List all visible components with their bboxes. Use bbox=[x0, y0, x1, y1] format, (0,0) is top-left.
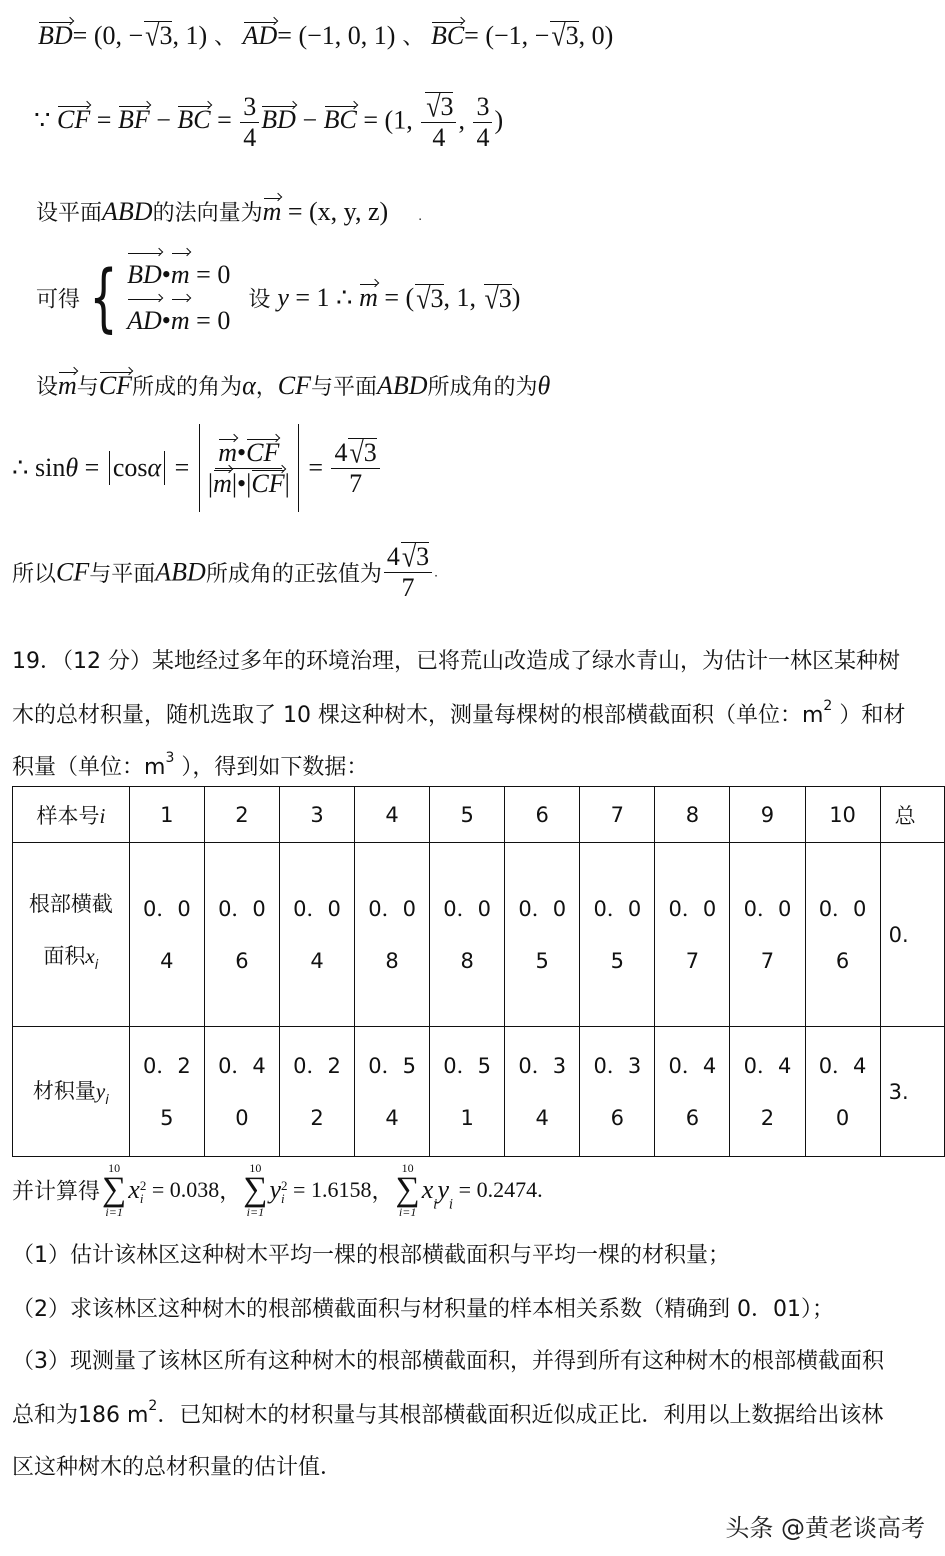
value: = 1.6158 bbox=[287, 1177, 372, 1202]
table-cell bbox=[430, 1027, 505, 1157]
table-cell bbox=[580, 1027, 655, 1157]
cf-vector-line bbox=[34, 89, 504, 153]
value: = ( bbox=[377, 283, 415, 312]
vector-bc: BC bbox=[177, 105, 211, 135]
header-sum-cell: 总 bbox=[880, 787, 944, 843]
value: 0．0 bbox=[743, 896, 792, 921]
radicand: 3 bbox=[565, 21, 579, 50]
table-cell bbox=[279, 843, 354, 1027]
value: 0．2 bbox=[293, 1053, 341, 1078]
radicand: 3 bbox=[159, 21, 173, 50]
text: 所成角的正弦值为 bbox=[205, 561, 382, 587]
superscript: 2 bbox=[281, 1178, 288, 1194]
value: = 1 ∴ bbox=[288, 283, 360, 312]
header-cell: 4 bbox=[355, 787, 430, 843]
sum-cell: 3. bbox=[880, 1027, 944, 1157]
question-2: （2）求该林区这种树木的根部横截面积与材积量的样本相关系数（精确到 0．01）； bbox=[12, 1297, 834, 1322]
sigma: 10 ∑ i=1 bbox=[395, 1161, 420, 1219]
dot: . bbox=[418, 209, 423, 223]
value: 0．2 bbox=[142, 1053, 191, 1078]
row-label-cell bbox=[13, 843, 130, 1027]
value: 0．0 bbox=[668, 896, 717, 921]
header-cell: 10 bbox=[805, 787, 880, 843]
sum-cell: 0. bbox=[880, 843, 944, 1027]
table-cell bbox=[505, 1027, 580, 1157]
text: 设 bbox=[36, 375, 59, 400]
value: 4 bbox=[160, 948, 174, 973]
header-label-cell bbox=[13, 787, 130, 843]
table-cell bbox=[355, 843, 430, 1027]
text: 可得 bbox=[36, 287, 81, 313]
vector-line bbox=[38, 20, 613, 51]
brace: { bbox=[89, 255, 118, 341]
vector-bc: BC bbox=[323, 105, 357, 135]
line-cf: CF bbox=[56, 557, 90, 587]
table-cell bbox=[129, 843, 204, 1027]
value: 0．4 bbox=[668, 1053, 717, 1078]
vector-m: m bbox=[171, 298, 190, 344]
abs-bar bbox=[164, 451, 165, 485]
paren: ) bbox=[511, 283, 521, 312]
value: = (0, − bbox=[72, 21, 144, 50]
table-cell bbox=[730, 1027, 805, 1157]
watermark: 头条 @黄老谈高考 bbox=[725, 1514, 925, 1542]
equals: = (1, bbox=[356, 105, 420, 135]
lower-limit: i=1 bbox=[398, 1205, 417, 1219]
fraction bbox=[240, 92, 259, 153]
value: = (−1, 0, 1) bbox=[277, 21, 396, 50]
text: 积量（单位：m bbox=[12, 755, 166, 780]
vector-bd: BD bbox=[127, 252, 162, 298]
equals: = bbox=[90, 105, 118, 135]
value: 0．5 bbox=[443, 1053, 492, 1078]
numerator: √3 bbox=[421, 92, 456, 123]
table-row-volume bbox=[13, 1027, 945, 1157]
value: 0．4 bbox=[743, 1053, 792, 1078]
therefore-sin: ∴ sin bbox=[12, 453, 66, 482]
sigma: 10 ∑ i=1 bbox=[243, 1161, 268, 1219]
variable: y bbox=[437, 1175, 449, 1204]
numerator: 4√3 bbox=[331, 438, 379, 469]
value: 5 bbox=[610, 948, 624, 973]
lower-limit: i=1 bbox=[246, 1205, 265, 1219]
vector-cf: CF bbox=[246, 437, 280, 467]
value: 8 bbox=[385, 948, 399, 973]
variable: y bbox=[95, 1079, 106, 1103]
text: 所成的角为 bbox=[132, 375, 243, 400]
vector-m: m bbox=[171, 252, 190, 298]
value: 0．0 bbox=[593, 896, 642, 921]
fraction bbox=[421, 89, 456, 153]
header-cell: 2 bbox=[204, 787, 279, 843]
header-cell: 9 bbox=[730, 787, 805, 843]
question-3-line-3: 区这种树木的总材积量的估计值． bbox=[12, 1455, 343, 1480]
table-cell bbox=[204, 1027, 279, 1157]
vector-m: m bbox=[359, 283, 378, 312]
theta: θ bbox=[537, 371, 551, 400]
row-label-cell bbox=[13, 1027, 130, 1157]
vector-ad: AD bbox=[127, 298, 162, 344]
value: 0．0 bbox=[293, 896, 341, 921]
value: 4 bbox=[385, 1105, 399, 1130]
value: 2 bbox=[310, 1105, 324, 1130]
subscript: i bbox=[139, 1191, 144, 1207]
minus: − bbox=[149, 105, 178, 135]
plane-name: ABD bbox=[376, 371, 428, 400]
value: = 0 bbox=[189, 260, 231, 289]
subscript: i bbox=[449, 1197, 454, 1213]
radicand: 3 bbox=[430, 283, 444, 313]
text: ， bbox=[255, 375, 278, 400]
plane-name: ABD bbox=[155, 557, 206, 587]
text: 与平面 bbox=[89, 561, 156, 587]
denominator: 7 bbox=[349, 468, 363, 498]
numerator: m•CF bbox=[215, 438, 282, 469]
sums-line bbox=[12, 1162, 543, 1218]
value: 0．3 bbox=[593, 1053, 642, 1078]
table-cell bbox=[204, 843, 279, 1027]
value: 4 bbox=[535, 1105, 549, 1130]
dot: . bbox=[537, 1177, 543, 1202]
text: 并计算得 bbox=[12, 1179, 101, 1205]
equation-system bbox=[127, 252, 230, 344]
text: ．已知树木的材积量与其根部横截面积近似成正比．利用以上数据给出该林 bbox=[157, 1403, 884, 1428]
value: 0．4 bbox=[818, 1053, 867, 1078]
header-cell: 6 bbox=[505, 787, 580, 843]
numerator: 3 bbox=[240, 92, 259, 123]
problem-line-2 bbox=[12, 698, 905, 729]
fraction bbox=[384, 539, 432, 603]
value: 0．0 bbox=[518, 896, 567, 921]
equation: AD•m = 0 bbox=[127, 298, 230, 344]
text: 设平面 bbox=[36, 201, 103, 226]
fraction bbox=[331, 435, 379, 499]
value: 0 bbox=[835, 1105, 850, 1130]
value: 6 bbox=[685, 1105, 700, 1130]
sine-line: ∴ sinθ = cosα = $\frac{m•CF}{|m|•|CF|}$ = $\frac{4√3}{7}$ bbox=[12, 424, 382, 512]
header-cell: 7 bbox=[580, 787, 655, 843]
vector-bc: BC bbox=[430, 21, 465, 50]
coefficient: 4 bbox=[386, 542, 400, 571]
text: ）和材 bbox=[832, 703, 906, 728]
fraction bbox=[205, 438, 293, 499]
header-cell: 3 bbox=[279, 787, 354, 843]
theta: θ bbox=[65, 453, 79, 482]
vector-bf: BF bbox=[117, 105, 150, 135]
text: 样本号 bbox=[36, 803, 100, 828]
comma: , bbox=[458, 105, 472, 135]
sqrt: √3 bbox=[484, 281, 512, 315]
table-cell bbox=[805, 1027, 880, 1157]
vector-m: m bbox=[262, 197, 282, 226]
equals: = bbox=[210, 105, 239, 135]
paren: ) bbox=[494, 105, 504, 135]
radicand: 3 bbox=[440, 92, 454, 121]
value: 0．0 bbox=[142, 896, 191, 921]
value: 5 bbox=[160, 1105, 174, 1130]
text: 木的总材积量，随机选取了 10 棵这种树木，测量每棵树的根部横截面积（单位：m bbox=[12, 703, 824, 728]
sqrt: √3 bbox=[145, 18, 173, 53]
line-cf: CF bbox=[277, 371, 311, 400]
value: 0．5 bbox=[368, 1053, 416, 1078]
value: 5 bbox=[535, 948, 549, 973]
text: 总和为186 m bbox=[12, 1403, 149, 1428]
table-header-row bbox=[13, 787, 945, 843]
value: 6 bbox=[835, 948, 850, 973]
table-cell bbox=[730, 843, 805, 1027]
text: 设 bbox=[248, 287, 278, 313]
radicand: 3 bbox=[363, 437, 377, 467]
value: 6 bbox=[235, 948, 249, 973]
separator: 、 bbox=[395, 25, 425, 50]
question-3-line-1: （3）现测量了该林区所有这种树木的根部横截面积，并得到所有这种树木的根部横截面积 bbox=[12, 1349, 885, 1374]
value: = (x, y, z) bbox=[281, 197, 389, 226]
value: = 0.2474 bbox=[453, 1177, 538, 1202]
value: 1 bbox=[460, 1105, 474, 1130]
value: 4 bbox=[310, 948, 324, 973]
abs-bar bbox=[109, 451, 110, 485]
equals: = bbox=[78, 453, 106, 482]
vector-cf: CF bbox=[251, 468, 285, 498]
sqrt: √3 bbox=[551, 18, 579, 53]
abs-bar bbox=[298, 424, 299, 512]
header-cell: 1 bbox=[129, 787, 204, 843]
data-table bbox=[12, 786, 945, 1157]
vector-m: m bbox=[213, 468, 232, 498]
header-cell: 8 bbox=[655, 787, 730, 843]
question-1: （1）估计该林区这种树木平均一棵的根部横截面积与平均一棵的材积量； bbox=[12, 1243, 730, 1268]
vector-cf: CF bbox=[98, 371, 133, 400]
value: 6 bbox=[610, 1105, 624, 1130]
fraction bbox=[473, 92, 492, 153]
table-cell bbox=[655, 1027, 730, 1157]
denominator: 4 bbox=[476, 122, 490, 152]
subscript: i bbox=[433, 1197, 438, 1213]
superscript: 2 bbox=[823, 698, 833, 714]
denominator: 7 bbox=[401, 572, 415, 602]
system-line bbox=[36, 252, 520, 344]
table-cell bbox=[355, 1027, 430, 1157]
vector-ad: AD bbox=[242, 21, 278, 50]
variable: x bbox=[85, 943, 95, 968]
separator: 、 bbox=[207, 25, 237, 50]
value: 2 bbox=[760, 1105, 775, 1130]
equation: BD•m = 0 bbox=[127, 252, 230, 298]
lower-limit: i=1 bbox=[105, 1205, 123, 1219]
upper-limit: 10 bbox=[108, 1161, 121, 1175]
value: , 0) bbox=[578, 21, 614, 50]
variable: i bbox=[99, 803, 106, 828]
variable: y bbox=[277, 283, 289, 312]
denominator: 4 bbox=[243, 122, 257, 152]
alpha: α bbox=[147, 453, 162, 482]
minus: − bbox=[295, 105, 324, 135]
table-cell bbox=[505, 843, 580, 1027]
value: = 0 bbox=[189, 306, 231, 335]
numerator: 3 bbox=[473, 92, 492, 123]
table-cell bbox=[129, 1027, 204, 1157]
table-cell bbox=[805, 843, 880, 1027]
table-cell bbox=[279, 1027, 354, 1157]
subscript: i bbox=[105, 1093, 109, 1108]
variable: x bbox=[128, 1175, 140, 1204]
question-3-line-2 bbox=[12, 1398, 883, 1429]
table-row-area bbox=[13, 843, 945, 1027]
vector-cf: CF bbox=[57, 105, 91, 135]
radicand: 3 bbox=[498, 283, 512, 313]
value: 0．3 bbox=[518, 1053, 567, 1078]
text: 所以 bbox=[12, 561, 57, 587]
variable: x bbox=[421, 1175, 434, 1204]
subscript: i bbox=[281, 1191, 285, 1207]
text: 面积 bbox=[43, 943, 86, 968]
superscript: 2 bbox=[139, 1178, 147, 1194]
sigma: 10 ∑ i=1 bbox=[102, 1161, 127, 1219]
sqrt: √3 bbox=[416, 281, 444, 315]
text: 与 bbox=[76, 375, 99, 400]
value: 0．4 bbox=[218, 1053, 266, 1078]
vector-m: m bbox=[58, 371, 77, 400]
table-cell bbox=[655, 843, 730, 1027]
value: = 0.038 bbox=[146, 1177, 220, 1202]
radicand: 3 bbox=[416, 542, 430, 571]
value: 0．0 bbox=[818, 896, 867, 921]
alpha: α bbox=[242, 371, 256, 400]
equals: = bbox=[301, 453, 330, 482]
vector-bd: BD bbox=[38, 21, 73, 50]
separator: ， bbox=[219, 1179, 242, 1205]
denominator: |m|•|CF| bbox=[207, 468, 290, 498]
subscript: i bbox=[94, 957, 99, 973]
problem-line-3 bbox=[12, 750, 368, 781]
numerator: 4√3 bbox=[384, 542, 432, 573]
conclusion-line bbox=[12, 539, 438, 603]
problem-line-1: 19．（12 分）某地经过多年的环境治理，已将荒山改造成了绿水青山，为估计一林区某种树 bbox=[12, 649, 900, 674]
value: 0．0 bbox=[443, 896, 492, 921]
vector-bd: BD bbox=[261, 105, 296, 135]
normal-vector-line bbox=[36, 196, 422, 227]
denominator: 4 bbox=[432, 122, 446, 152]
dot: . bbox=[434, 565, 438, 580]
table-cell bbox=[430, 843, 505, 1027]
plane-name: ABD bbox=[102, 197, 153, 226]
text: ），得到如下数据： bbox=[174, 755, 369, 780]
value: 7 bbox=[685, 948, 700, 973]
value: , 1, bbox=[443, 283, 483, 312]
superscript: 2 bbox=[148, 1398, 158, 1414]
upper-limit: 10 bbox=[401, 1161, 414, 1175]
abs-bar bbox=[199, 424, 200, 512]
value: 8 bbox=[460, 948, 474, 973]
text: 所成角的为 bbox=[427, 375, 538, 400]
vector-m: m bbox=[218, 437, 238, 467]
text: 的法向量为 bbox=[152, 201, 263, 226]
value: = (−1, − bbox=[464, 21, 550, 50]
header-cell: 5 bbox=[430, 787, 505, 843]
value: 0．0 bbox=[218, 896, 266, 921]
value: 0．0 bbox=[368, 896, 416, 921]
label bbox=[13, 930, 129, 992]
text: 材积量 bbox=[32, 1079, 96, 1103]
value: 0 bbox=[235, 1105, 249, 1130]
coefficient: 4 bbox=[334, 437, 348, 467]
separator: ， bbox=[371, 1179, 394, 1205]
value: , 1) bbox=[172, 21, 208, 50]
label: 根部横截 bbox=[28, 891, 113, 916]
superscript: 3 bbox=[165, 750, 175, 766]
angle-line bbox=[36, 370, 550, 401]
variable: y bbox=[269, 1175, 282, 1204]
cos: cos bbox=[112, 453, 148, 482]
table-cell bbox=[580, 843, 655, 1027]
text: 与平面 bbox=[310, 375, 377, 400]
value: 7 bbox=[760, 948, 775, 973]
upper-limit: 10 bbox=[249, 1161, 262, 1175]
because-symbol: ∵ bbox=[34, 105, 51, 135]
